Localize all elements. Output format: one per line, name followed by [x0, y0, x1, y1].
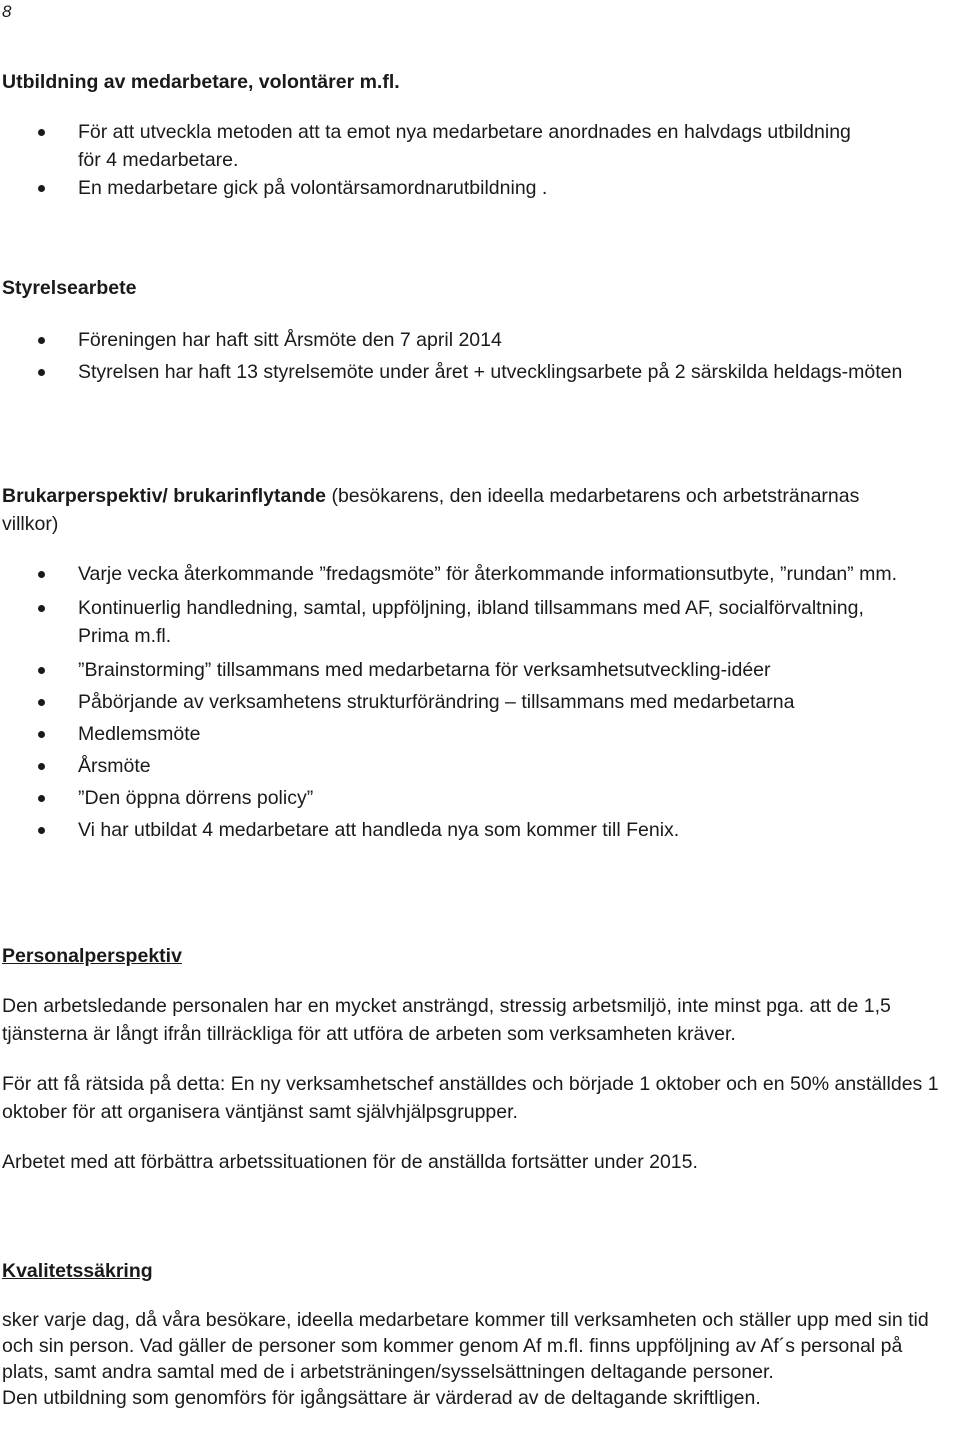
- list-item: Föreningen har haft sitt Årsmöte den 7 april 2014: [2, 326, 952, 354]
- section-heading-kvalitetssakring: Kvalitetssäkring: [2, 1260, 153, 1282]
- list-item: Vi har utbildat 4 medarbetare att handleda nya som kommer till Fenix.: [2, 816, 952, 844]
- list-item: En medarbetare gick på volontärsamordnarutbildning .: [2, 174, 952, 202]
- list-item: Kontinuerlig handledning, samtal, uppföljning, ibland tillsammans med AF, socialförvaltning, Prima m.fl.: [2, 594, 878, 650]
- paragraph: Den arbetsledande personalen har en mycket ansträngd, stressig arbetsmiljö, inte minst pga. att de 1,5 tjänsterna är långt ifrån tillräckliga för att utföra de arbeten som verksamheten kräver.: [2, 995, 891, 1045]
- list-item: ”Den öppna dörrens policy”: [2, 784, 952, 812]
- section-personalperspektiv: [2, 942, 952, 1176]
- section-heading-styrelse: Styrelsearbete: [2, 277, 137, 299]
- paragraph: Arbetet med att förbättra arbetssituationen för de anställda fortsätter under 2015.: [2, 1151, 698, 1173]
- list-item: Medlemsmöte: [2, 720, 952, 748]
- section-utbildning: [2, 68, 952, 202]
- section-brukarperspektiv: [2, 482, 952, 844]
- list-item: För att utveckla metoden att ta emot nya medarbetare anordnades en halvdags utbildning för 4 medarbetare.: [2, 118, 878, 174]
- list-item: Årsmöte: [2, 752, 952, 780]
- paragraph: För att få rätsida på detta: En ny verksamhetschef anställdes och började 1 oktober och en 50% anställdes 1 oktober för att organisera väntjänst samt självhjälpsgrupper.: [2, 1073, 939, 1123]
- section-heading-brukarperspektiv: [2, 482, 882, 538]
- heading-bold-part: Brukarperspektiv/ brukarinflytande: [2, 485, 327, 507]
- paragraph: sker varje dag, då våra besökare, ideella medarbetare kommer till verksamheten och ställer upp med sin tid och sin person. Vad gäller de personer som kommer genom Af m.fl. finns uppföljning av Af´s personal på plats, samt andra samtal med de i arbetsträningen/sysselsättningen deltagande personer.: [2, 1309, 929, 1383]
- page-number: 8: [2, 2, 12, 21]
- brukar-list: [2, 560, 952, 844]
- section-heading-personalperspektiv: Personalperspektiv: [2, 945, 182, 967]
- list-item: Påbörjande av verksamhetens strukturförändring – tillsammans med medarbetarna: [2, 688, 952, 716]
- list-item: ”Brainstorming” tillsammans med medarbetarna för verksamhetsutveckling-idéer: [2, 656, 952, 684]
- section-kvalitetssakring: [2, 1257, 952, 1411]
- utbildning-list: [2, 118, 952, 202]
- styrelse-list: [2, 326, 952, 386]
- section-heading-utbildning: Utbildning av medarbetare, volontärer m.fl.: [2, 71, 400, 93]
- section-styrelse: [2, 274, 952, 386]
- list-item: Styrelsen har haft 13 styrelsemöte under året + utvecklingsarbete på 2 särskilda heldags-möten: [2, 358, 908, 386]
- paragraph: Den utbildning som genomförs för igångsättare är värderad av de deltagande skriftligen.: [2, 1387, 761, 1409]
- list-item: Varje vecka återkommande ”fredagsmöte” för återkommande informationsutbyte, ”rundan” mm.: [2, 560, 928, 588]
- heading-rest-part: (besökarens, den ideella medarbetarens och arbetstränarnas villkor): [2, 485, 860, 535]
